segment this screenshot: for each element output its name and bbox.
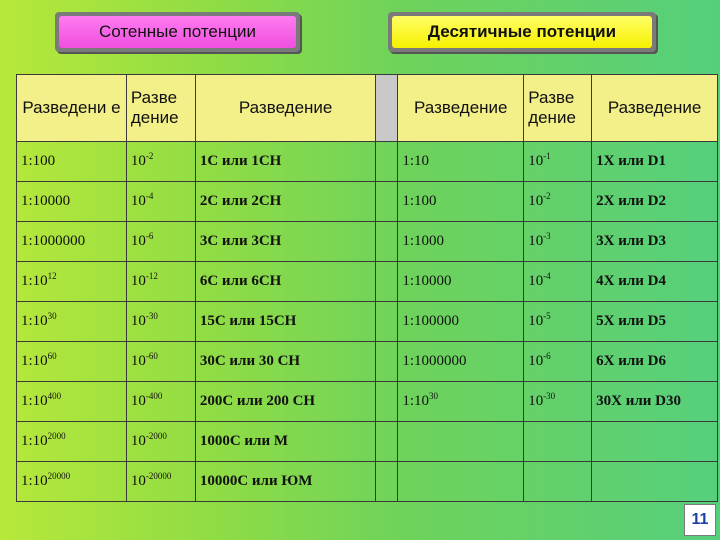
cell-ratio-decimal (398, 302, 524, 342)
table-row (17, 302, 718, 342)
cell-ratio-hundredth (17, 182, 127, 222)
header-hundredth-potencies (55, 12, 300, 52)
cell-notation-decimal (592, 342, 718, 382)
cell-separator (376, 222, 398, 262)
col-header-dilution-5: Разведение (398, 75, 524, 142)
col-header-dilution-7: Разведение (592, 75, 718, 142)
cell-power-decimal-value: 10 (528, 313, 544, 329)
cell-separator (376, 302, 398, 342)
cell-power-hundredth (126, 382, 195, 422)
cell-power-hundredth-value: 10 (130, 313, 146, 329)
cell-ratio-hundredth-exponent: 60 (47, 351, 57, 361)
cell-ratio-hundredth (17, 142, 127, 182)
cell-ratio-hundredth (17, 342, 127, 382)
cell-notation-hundredth-value: 2С или 2СН (199, 193, 282, 209)
cell-ratio-hundredth-value: 1:1000000 (21, 233, 86, 249)
table-header-row (17, 75, 718, 142)
cell-ratio-hundredth (17, 222, 127, 262)
cell-notation-decimal (592, 182, 718, 222)
cell-ratio-hundredth-value: 1:10 (21, 313, 48, 329)
cell-power-hundredth-exponent: -2 (145, 151, 154, 161)
cell-power-decimal-value: 10 (528, 233, 544, 249)
cell-ratio-hundredth (17, 302, 127, 342)
cell-notation-hundredth-value: 200С или 200 СН (199, 393, 316, 409)
cell-power-decimal-exponent: -4 (543, 271, 551, 281)
cell-power-hundredth-exponent: -6 (145, 231, 154, 241)
cell-power-hundredth (126, 222, 195, 262)
cell-ratio-decimal-exponent: 30 (429, 391, 439, 401)
col-header-dilution-1: Разведени е (17, 75, 127, 142)
table-row (17, 342, 718, 382)
cell-power-hundredth-exponent: -60 (145, 351, 158, 361)
cell-power-decimal (524, 142, 592, 182)
cell-power-hundredth (126, 302, 195, 342)
cell-notation-decimal (592, 142, 718, 182)
cell-ratio-decimal-value: 1:100 (402, 193, 437, 209)
cell-notation-decimal-value: 1X или D1 (596, 153, 666, 169)
cell-ratio-hundredth-value: 1:10 (21, 393, 48, 409)
cell-ratio-hundredth-exponent: 30 (47, 311, 57, 321)
cell-ratio-decimal (398, 222, 524, 262)
cell-power-hundredth (126, 342, 195, 382)
cell-ratio-decimal-value: 1:1000 (402, 233, 445, 249)
col-header-dilution-6: Разве дение (524, 75, 592, 142)
cell-power-hundredth (126, 462, 195, 502)
cell-notation-decimal (592, 262, 718, 302)
table-row (17, 142, 718, 182)
cell-notation-hundredth-value: 30С или 30 СН (199, 353, 301, 369)
cell-power-decimal-value: 10 (528, 153, 544, 169)
cell-ratio-decimal (398, 422, 524, 462)
cell-ratio-decimal-value: 1:100000 (402, 313, 460, 329)
cell-separator (376, 342, 398, 382)
cell-power-decimal (524, 182, 592, 222)
cell-notation-hundredth-value: 15С или 15СН (199, 313, 297, 329)
cell-notation-hundredth (195, 222, 376, 262)
cell-ratio-hundredth (17, 262, 127, 302)
cell-notation-decimal-value: 6X или D6 (596, 353, 666, 369)
cell-notation-decimal-value: 4X или D4 (596, 273, 666, 289)
cell-power-decimal (524, 222, 592, 262)
cell-notation-hundredth-value: 10000С или ЮМ (199, 473, 313, 489)
cell-power-decimal (524, 302, 592, 342)
cell-power-hundredth-value: 10 (130, 473, 146, 489)
cell-power-decimal-value: 10 (528, 353, 544, 369)
cell-power-hundredth-exponent: -20000 (145, 471, 172, 481)
col-separator (376, 75, 398, 142)
cell-power-decimal (524, 422, 592, 462)
cell-power-decimal-exponent: -5 (543, 311, 551, 321)
cell-notation-hundredth (195, 142, 376, 182)
cell-ratio-decimal (398, 182, 524, 222)
cell-power-decimal (524, 462, 592, 502)
cell-power-hundredth (126, 142, 195, 182)
cell-notation-hundredth-value: 6С или 6СН (199, 273, 282, 289)
cell-notation-hundredth-value: 1000С или М (199, 433, 289, 449)
col-header-dilution-2: Разве дение (126, 75, 195, 142)
cell-notation-decimal (592, 422, 718, 462)
cell-ratio-hundredth (17, 382, 127, 422)
table-row (17, 262, 718, 302)
cell-power-hundredth-value: 10 (130, 273, 146, 289)
cell-separator (376, 462, 398, 502)
cell-ratio-decimal (398, 342, 524, 382)
cell-power-decimal-value: 10 (528, 273, 544, 289)
cell-notation-hundredth (195, 302, 376, 342)
cell-notation-hundredth (195, 462, 376, 502)
cell-power-hundredth-value: 10 (130, 233, 146, 249)
cell-power-decimal (524, 262, 592, 302)
cell-power-hundredth (126, 262, 195, 302)
cell-notation-decimal (592, 302, 718, 342)
cell-power-decimal (524, 382, 592, 422)
cell-power-hundredth-exponent: -4 (145, 191, 154, 201)
cell-ratio-decimal-value: 1:1000000 (402, 353, 467, 369)
cell-notation-decimal (592, 222, 718, 262)
table-row (17, 382, 718, 422)
cell-ratio-hundredth-exponent: 400 (47, 391, 62, 401)
cell-notation-hundredth (195, 182, 376, 222)
cell-notation-decimal-value: 5X или D5 (596, 313, 666, 329)
cell-power-hundredth (126, 422, 195, 462)
cell-power-decimal-exponent: -2 (543, 191, 551, 201)
cell-power-decimal-value: 10 (528, 393, 544, 409)
cell-ratio-decimal-value: 1:10000 (402, 273, 452, 289)
cell-power-hundredth-value: 10 (130, 393, 146, 409)
cell-separator (376, 142, 398, 182)
cell-ratio-hundredth-value: 1:10 (21, 273, 48, 289)
cell-ratio-hundredth (17, 422, 127, 462)
header-hundredth-label: Сотенные потенции (59, 16, 296, 48)
cell-ratio-decimal (398, 142, 524, 182)
table-row (17, 422, 718, 462)
cell-ratio-hundredth-value: 1:10 (21, 433, 48, 449)
cell-power-decimal (524, 342, 592, 382)
table-row (17, 462, 718, 502)
page-number: 11 (684, 504, 716, 536)
cell-power-hundredth-value: 10 (130, 153, 146, 169)
cell-ratio-decimal-value: 1:10 (402, 393, 430, 409)
cell-ratio-decimal (398, 382, 524, 422)
cell-notation-decimal (592, 462, 718, 502)
cell-power-hundredth-value: 10 (130, 353, 146, 369)
cell-ratio-decimal (398, 462, 524, 502)
cell-power-hundredth-exponent: -12 (145, 271, 158, 281)
cell-ratio-hundredth-exponent: 20000 (47, 471, 71, 481)
cell-power-hundredth-exponent: -400 (145, 391, 163, 401)
cell-ratio-decimal (398, 262, 524, 302)
cell-notation-decimal (592, 382, 718, 422)
cell-ratio-hundredth-value: 1:10000 (21, 193, 71, 209)
potency-table (16, 74, 718, 502)
cell-ratio-hundredth-value: 1:100 (21, 153, 56, 169)
cell-ratio-decimal-value: 1:10 (402, 153, 430, 169)
cell-ratio-hundredth-value: 1:10 (21, 353, 48, 369)
cell-ratio-hundredth (17, 462, 127, 502)
cell-power-hundredth-exponent: -30 (145, 311, 158, 321)
cell-power-hundredth-value: 10 (130, 433, 146, 449)
cell-notation-decimal-value: 2X или D2 (596, 193, 666, 209)
cell-separator (376, 422, 398, 462)
cell-ratio-hundredth-exponent: 12 (47, 271, 57, 281)
cell-power-hundredth-value: 10 (130, 193, 146, 209)
cell-separator (376, 182, 398, 222)
col-header-dilution-3: Разведение (195, 75, 376, 142)
cell-notation-hundredth-value: 1С или 1СН (199, 153, 282, 169)
cell-power-decimal-exponent: -6 (543, 351, 551, 361)
cell-notation-hundredth (195, 422, 376, 462)
header-decimal-label: Десятичные потенции (392, 16, 652, 48)
cell-ratio-hundredth-exponent: 2000 (47, 431, 66, 441)
cell-notation-decimal-value: 3X или D3 (596, 233, 666, 249)
table-row (17, 182, 718, 222)
header-decimal-potencies (388, 12, 656, 52)
table-row (17, 222, 718, 262)
cell-separator (376, 382, 398, 422)
cell-ratio-hundredth-value: 1:10 (21, 473, 48, 489)
cell-power-decimal-exponent: -30 (543, 391, 556, 401)
cell-power-decimal-value: 10 (528, 193, 544, 209)
cell-separator (376, 262, 398, 302)
cell-notation-decimal-value: 30X или D30 (596, 393, 681, 409)
cell-power-hundredth (126, 182, 195, 222)
cell-notation-hundredth (195, 382, 376, 422)
cell-power-decimal-exponent: -3 (543, 231, 551, 241)
cell-notation-hundredth-value: 3С или 3СН (199, 233, 282, 249)
cell-power-hundredth-exponent: -2000 (145, 431, 167, 441)
cell-power-decimal-exponent: -1 (543, 151, 551, 161)
cell-notation-hundredth (195, 342, 376, 382)
cell-notation-hundredth (195, 262, 376, 302)
